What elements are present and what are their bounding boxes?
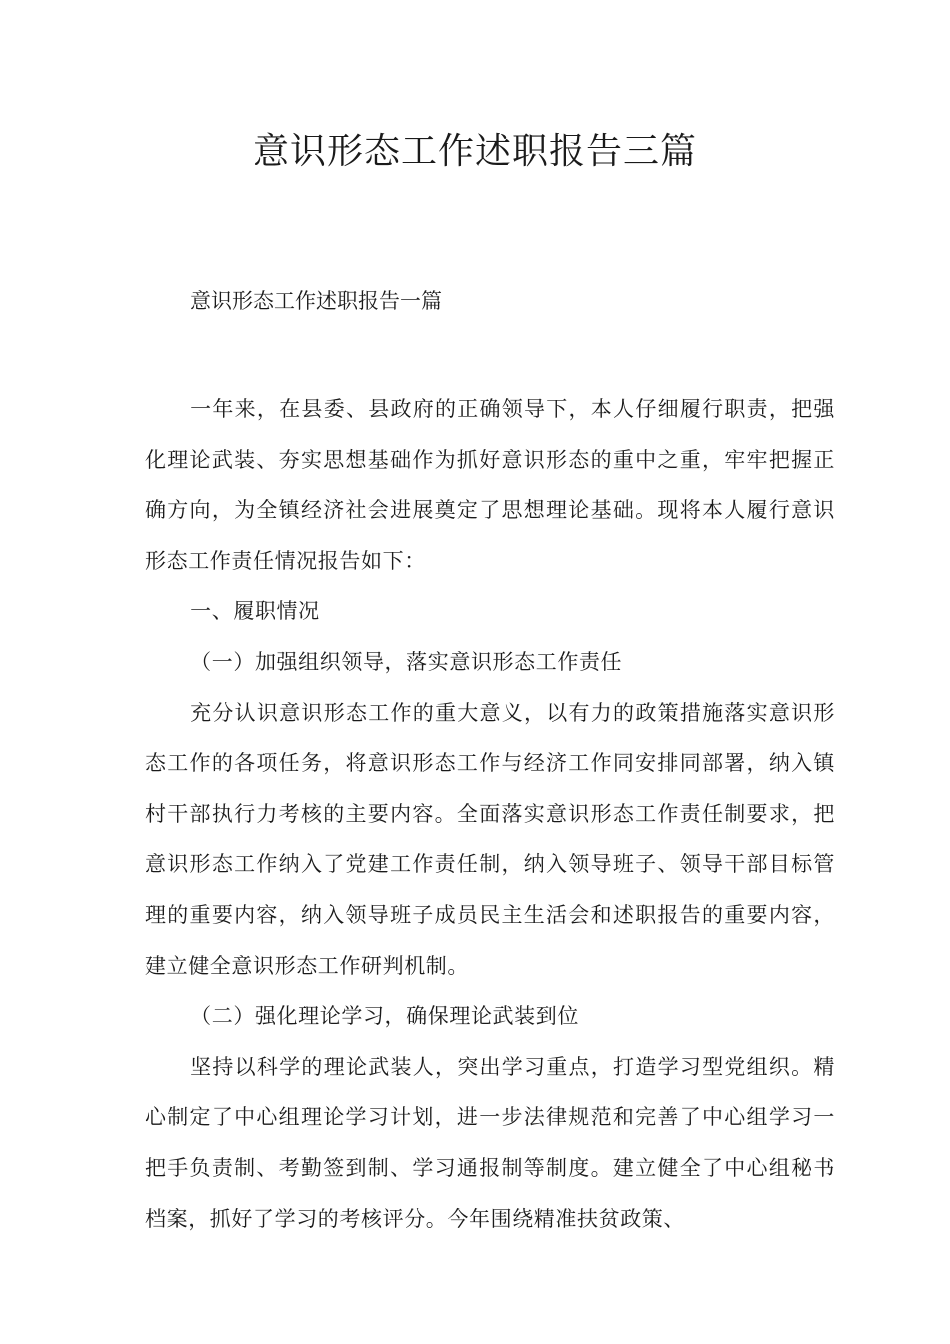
document-subtitle: 意识形态工作述职报告一篇 [190, 289, 442, 313]
paragraph-theory: 坚持以科学的理论武装人，突出学习重点，打造学习型党组织。精心制定了中心组理论学习计划，进一步法律规范和完善了中心组学习一把手负责制、考勤签到制、学习通报制等制度。建立健全了中心组秘书档案，抓好了学习的考核评分。今年围绕精准扶贫政策、 [145, 1054, 835, 1231]
document-title: 意识形态工作述职报告三篇 [252, 131, 697, 172]
paragraph-intro: 一年来，在县委、县政府的正确领导下，本人仔细履行职责，把强化理论武装、夯实思想基础作为抓好意识形态的重中之重，牢牢把握正确方向，为全镇经济社会进展奠定了思想理论基础。现将本人履行意识形态工作责任情况报告如下： [145, 397, 835, 573]
subsection-heading-theory: （二）强化理论学习，确保理论武装到位 [190, 1004, 579, 1029]
document-body [145, 384, 835, 1244]
paragraph-organization: 充分认识意识形态工作的重大意义，以有力的政策措施落实意识形态工作的各项任务，将意识形态工作与经济工作同安排同部署，纳入镇村干部执行力考核的主要内容。全面落实意识形态工作责任制要求，把意识形态工作纳入了党建工作责任制，纳入领导班子、领导干部目标管理的重要内容，纳入领导班子成员民主生活会和述职报告的重要内容，建立健全意识形态工作研判机制。 [145, 700, 835, 978]
subsection-heading-organization: （一）加强组织领导，落实意识形态工作责任 [190, 649, 623, 674]
section-heading-duty: 一、履职情况 [190, 599, 320, 624]
